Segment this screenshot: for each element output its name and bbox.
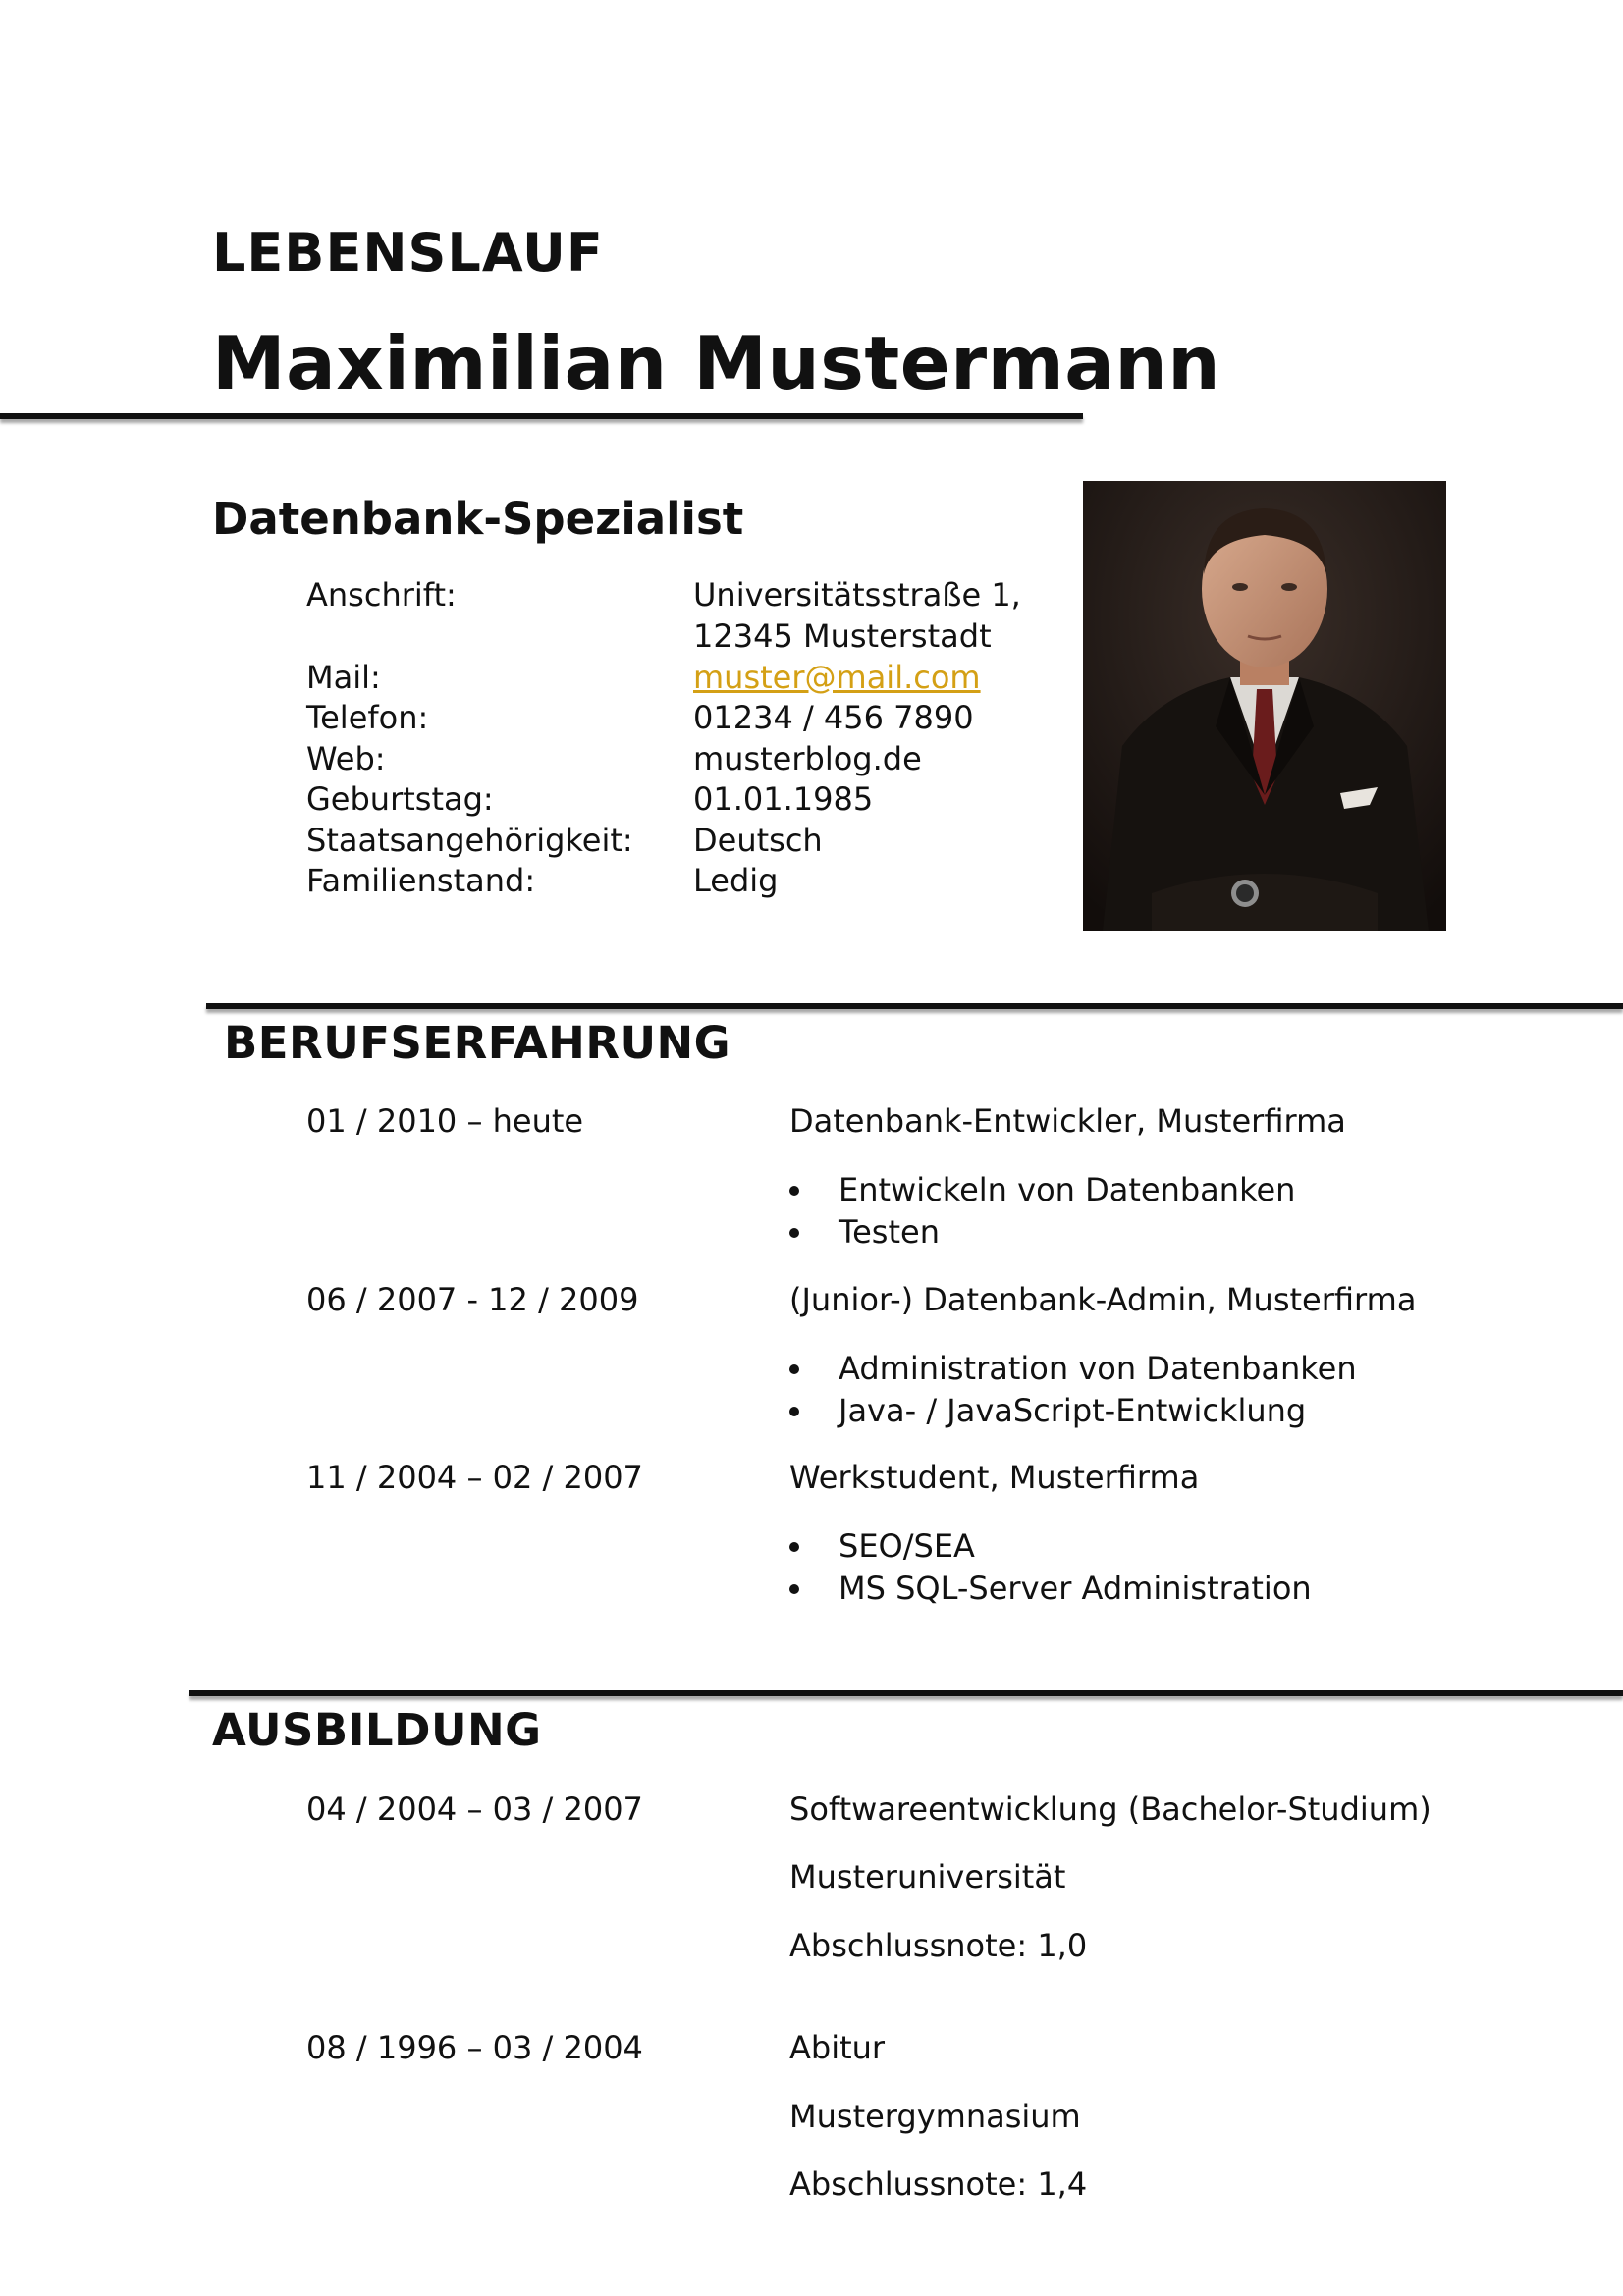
experience-section-title: BERUFSERFAHRUNG (224, 1017, 731, 1069)
education-degree: Abitur (789, 2029, 886, 2066)
education-period: 08 / 1996 – 03 / 2004 (306, 2029, 643, 2066)
education-grade: Abschlussnote: 1,4 (789, 2165, 1088, 2203)
marital-status-value: Ledig (693, 862, 779, 899)
nationality-label: Staatsangehörigkeit: (306, 822, 633, 859)
experience-bullet: SEO/SEA (839, 1527, 975, 1565)
education-degree: Softwareentwicklung (Bachelor-Studium) (789, 1790, 1432, 1828)
experience-period: 01 / 2010 – heute (306, 1102, 584, 1140)
experience-bullet: Entwickeln von Datenbanken (839, 1171, 1296, 1208)
nationality-value: Deutsch (693, 822, 823, 859)
education-period: 04 / 2004 – 03 / 2007 (306, 1790, 643, 1828)
web-label: Web: (306, 740, 386, 777)
phone-value: 01234 / 456 7890 (693, 699, 974, 736)
mail-link[interactable]: muster@mail.com (693, 659, 981, 696)
experience-divider (206, 1003, 1623, 1009)
document-label: LEBENSLAUF (212, 222, 604, 284)
bullet-icon (785, 1349, 805, 1389)
bullet-icon (785, 1391, 805, 1431)
address-label: Anschrift: (306, 576, 457, 614)
education-institution: Mustergymnasium (789, 2098, 1081, 2135)
experience-role: (Junior-) Datenbank-Admin, Musterfirma (789, 1281, 1417, 1318)
address-line-1: Universitätsstraße 1, (693, 576, 1021, 614)
applicant-name: Maximilian Mustermann (212, 320, 1221, 406)
web-value: musterblog.de (693, 740, 922, 777)
birthday-value: 01.01.1985 (693, 780, 874, 818)
bullet-icon (785, 1569, 805, 1609)
birthday-label: Geburtstag: (306, 780, 494, 818)
education-institution: Musteruniversität (789, 1858, 1066, 1896)
experience-role: Werkstudent, Musterfirma (789, 1459, 1200, 1496)
experience-period: 11 / 2004 – 02 / 2007 (306, 1459, 643, 1496)
bullet-icon (785, 1526, 805, 1567)
education-grade: Abschlussnote: 1,0 (789, 1927, 1088, 1964)
education-section-title: AUSBILDUNG (212, 1704, 542, 1756)
address-line-2: 12345 Musterstadt (693, 617, 992, 655)
bullet-icon (785, 1212, 805, 1253)
experience-bullet: Testen (839, 1213, 940, 1251)
experience-period: 06 / 2007 - 12 / 2009 (306, 1281, 639, 1318)
bullet-icon (785, 1170, 805, 1210)
marital-status-label: Familienstand: (306, 862, 536, 899)
experience-role: Datenbank-Entwickler, Musterfirma (789, 1102, 1346, 1140)
mail-label: Mail: (306, 659, 381, 696)
name-divider (0, 413, 1083, 419)
experience-bullet: Java- / JavaScript-Entwicklung (839, 1392, 1307, 1429)
job-title: Datenbank-Spezialist (212, 493, 744, 545)
experience-bullet: MS SQL-Server Administration (839, 1570, 1312, 1607)
phone-label: Telefon: (306, 699, 429, 736)
profile-photo (1083, 481, 1446, 931)
experience-bullet: Administration von Datenbanken (839, 1350, 1357, 1387)
education-divider (189, 1690, 1623, 1696)
